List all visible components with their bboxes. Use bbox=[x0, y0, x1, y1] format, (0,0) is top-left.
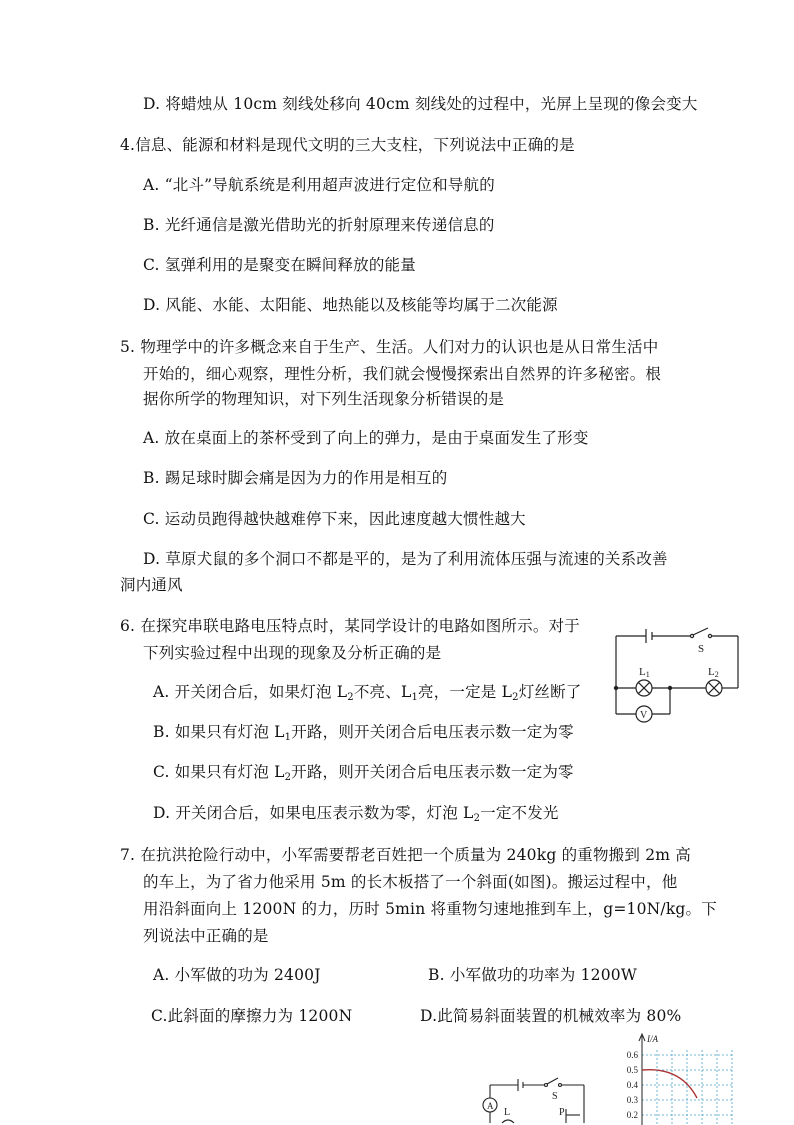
switch-blade bbox=[693, 628, 708, 635]
q5-stem-line-1: 5. 物理学中的许多概念来自于生产、生活。人们对力的认识也是从日常生活中 bbox=[120, 338, 659, 356]
q7-stem-line-3: 用沿斜面向上 1200N 的力，历时 5min 将重物匀速地推到车上，g=10N/kg。下 bbox=[143, 900, 717, 918]
q7-stem-line-4: 列说法中正确的是 bbox=[143, 927, 269, 945]
q4-option-c: C. 氢弹利用的是聚变在瞬间释放的能量 bbox=[143, 256, 416, 274]
circuit-lamp1-label: L1 bbox=[639, 666, 650, 679]
q6-stem-line-2: 下列实验过程中出现的现象及分析正确的是 bbox=[143, 644, 442, 662]
q4-stem: 4.信息、能源和材料是现代文明的三大支柱，下列说法中正确的是 bbox=[120, 136, 575, 154]
graph-y-tick: 0.2 bbox=[626, 1110, 638, 1120]
q6-option-a: A. 开关闭合后，如果灯泡 $L_2$不亮、$L_1$亮，一定是 $L_2$灯丝断了 bbox=[153, 683, 582, 703]
q7-stem-line-2: 的车上，为了省力他采用 5m 的长木板搭了一个斜面(如图)。搬运过程中，他 bbox=[143, 873, 678, 891]
q5-option-d-line-1: D. 草原犬鼠的多个洞口不都是平的，是为了利用流体压强与流速的关系改善 bbox=[143, 550, 668, 568]
q5-stem-line-3: 据你所学的物理知识，对下列生活现象分析错误的是 bbox=[143, 390, 505, 408]
q5-stem-line-2: 开始的，细心观察，理性分析，我们就会慢慢探索出自然界的许多秘密。根 bbox=[143, 365, 662, 383]
graph-y-tick: 0.3 bbox=[626, 1095, 638, 1105]
q6-circuit-diagram bbox=[612, 630, 742, 720]
ammeter-label: A bbox=[487, 1101, 494, 1111]
q6-option-d: D. 开关闭合后，如果电压表示数为零，灯泡 $L_2$一定不发光 bbox=[153, 804, 559, 824]
q7-option-b: B. 小军做功的功率为 1200W bbox=[428, 966, 637, 984]
q8-circuit-partial bbox=[480, 1075, 590, 1125]
q8-graph-partial bbox=[610, 1030, 750, 1125]
graph-grid bbox=[642, 1050, 732, 1125]
slider-label: P bbox=[559, 1107, 565, 1118]
q7-stem-line-1: 7. 在抗洪抢险行动中，小军需要帮老百姓把一个质量为 240kg 的重物搬到 2m 高 bbox=[120, 846, 691, 864]
switch-label: S bbox=[552, 1091, 558, 1102]
q6-option-b: B. 如果只有灯泡 $L_1$开路，则开关闭合后电压表示数一定为零 bbox=[153, 723, 574, 743]
q7-option-d: D.此简易斜面装置的机械效率为 80% bbox=[420, 1007, 682, 1025]
q4-option-d: D. 风能、水能、太阳能、地热能以及核能等均属于二次能源 bbox=[143, 296, 558, 314]
q6-option-c: C. 如果只有灯泡 $L_2$开路，则开关闭合后电压表示数一定为零 bbox=[153, 763, 574, 783]
q5-option-a: A. 放在桌面上的茶杯受到了向上的弹力，是由于桌面发生了形变 bbox=[143, 429, 589, 447]
q3-option-d: D. 将蜡烛从 10cm 刻线处移向 40cm 刻线处的过程中，光屏上呈现的像会变大 bbox=[143, 95, 698, 113]
q5-option-b: B. 踢足球时脚会痛是因为力的作用是相互的 bbox=[143, 469, 448, 487]
graph-curve bbox=[642, 1070, 697, 1098]
graph-y-label: I/A bbox=[647, 1034, 658, 1044]
graph-y-tick: 0.5 bbox=[626, 1065, 638, 1075]
circuit-voltmeter-label: V bbox=[640, 710, 648, 721]
circuit-switch-label: S bbox=[698, 643, 705, 655]
circuit-lamp2-label: L2 bbox=[708, 666, 719, 679]
q5-option-d-line-2: 洞内通风 bbox=[120, 576, 183, 594]
q4-option-b: B. 光纤通信是激光借助光的折射原理来传递信息的 bbox=[143, 216, 495, 234]
q7-option-c: C.此斜面的摩擦力为 1200N bbox=[151, 1007, 353, 1025]
graph-y-tick: 0.4 bbox=[626, 1080, 638, 1090]
q4-option-a: A. “北斗”导航系统是利用超声波进行定位和导航的 bbox=[143, 176, 495, 194]
lamp-label: L bbox=[504, 1107, 511, 1118]
q5-option-c: C. 运动员跑得越快越难停下来，因此速度越大惯性越大 bbox=[143, 510, 526, 528]
q7-option-a: A. 小军做的功为 2400J bbox=[153, 966, 321, 984]
q6-stem-line-1: 6. 在探究串联电路电压特点时，某同学设计的电路如图所示。对于 bbox=[120, 617, 580, 635]
graph-y-tick: 0.6 bbox=[626, 1050, 638, 1060]
